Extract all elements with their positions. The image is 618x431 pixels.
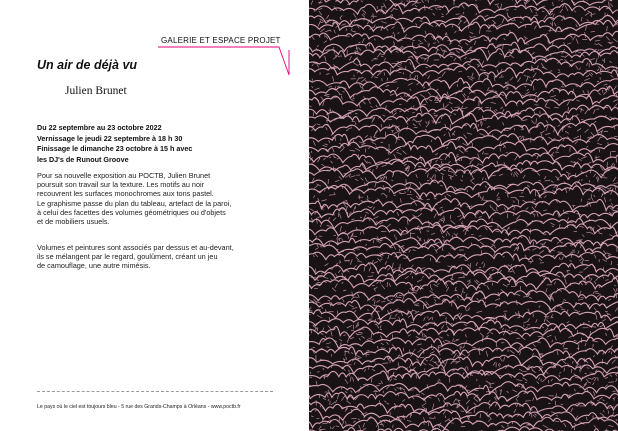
- paragraph-line: Volumes et peintures sont associés par dessus et au-devant,: [37, 243, 234, 252]
- paragraph-line: à celui des facettes des volumes géométriques ou d'objets: [37, 207, 226, 217]
- text-panel: [0, 0, 305, 431]
- gallery-label-text: GALERIE ET ESPACE PROJET: [161, 36, 281, 45]
- paragraph-line: et de mobiliers usuels.: [37, 217, 110, 227]
- date-line: Finissage le dimanche 23 octobre à 15 h avec: [37, 144, 193, 153]
- paragraph-line: Le graphisme passe du plan du tableau, artefact de la paroi,: [37, 198, 232, 208]
- description-paragraph-1: [37, 171, 302, 226]
- description-paragraph-2: [37, 243, 302, 271]
- footer-text: Le pays où le ciel est toujours bleu - 5 rue des Grands-Champs à Orléans - www.poctb.fr: [37, 404, 241, 410]
- artwork-image: [309, 0, 618, 431]
- exhibition-title: Un air de déjà vu: [37, 58, 138, 72]
- paragraph-line: de camouflage, une autre mimésis.: [37, 261, 151, 271]
- footer-divider: [37, 391, 273, 392]
- date-line: les DJ's de Runout Groove: [37, 154, 129, 164]
- date-line: Du 22 septembre au 23 octobre 2022: [37, 123, 162, 132]
- gallery-accent-line: [0, 0, 305, 90]
- paragraph-line: Pour sa nouvelle exposition au POCTB, Julien Brunet: [37, 171, 211, 180]
- paragraph-line: recouvrent les surfaces monochromes aux tons pastel.: [37, 189, 214, 199]
- paragraph-line: ils se mélangent par le regard, goulûment, créant un jeu: [37, 252, 218, 262]
- paragraph-line: poursuit son travail sur la texture. Les motifs au noir: [37, 180, 205, 190]
- dates-block: [37, 123, 297, 165]
- artist-name: Julien Brunet: [65, 85, 127, 97]
- accent-polyline: [158, 47, 289, 75]
- date-line: Vernissage le jeudi 22 septembre à 18 h 30: [37, 133, 183, 143]
